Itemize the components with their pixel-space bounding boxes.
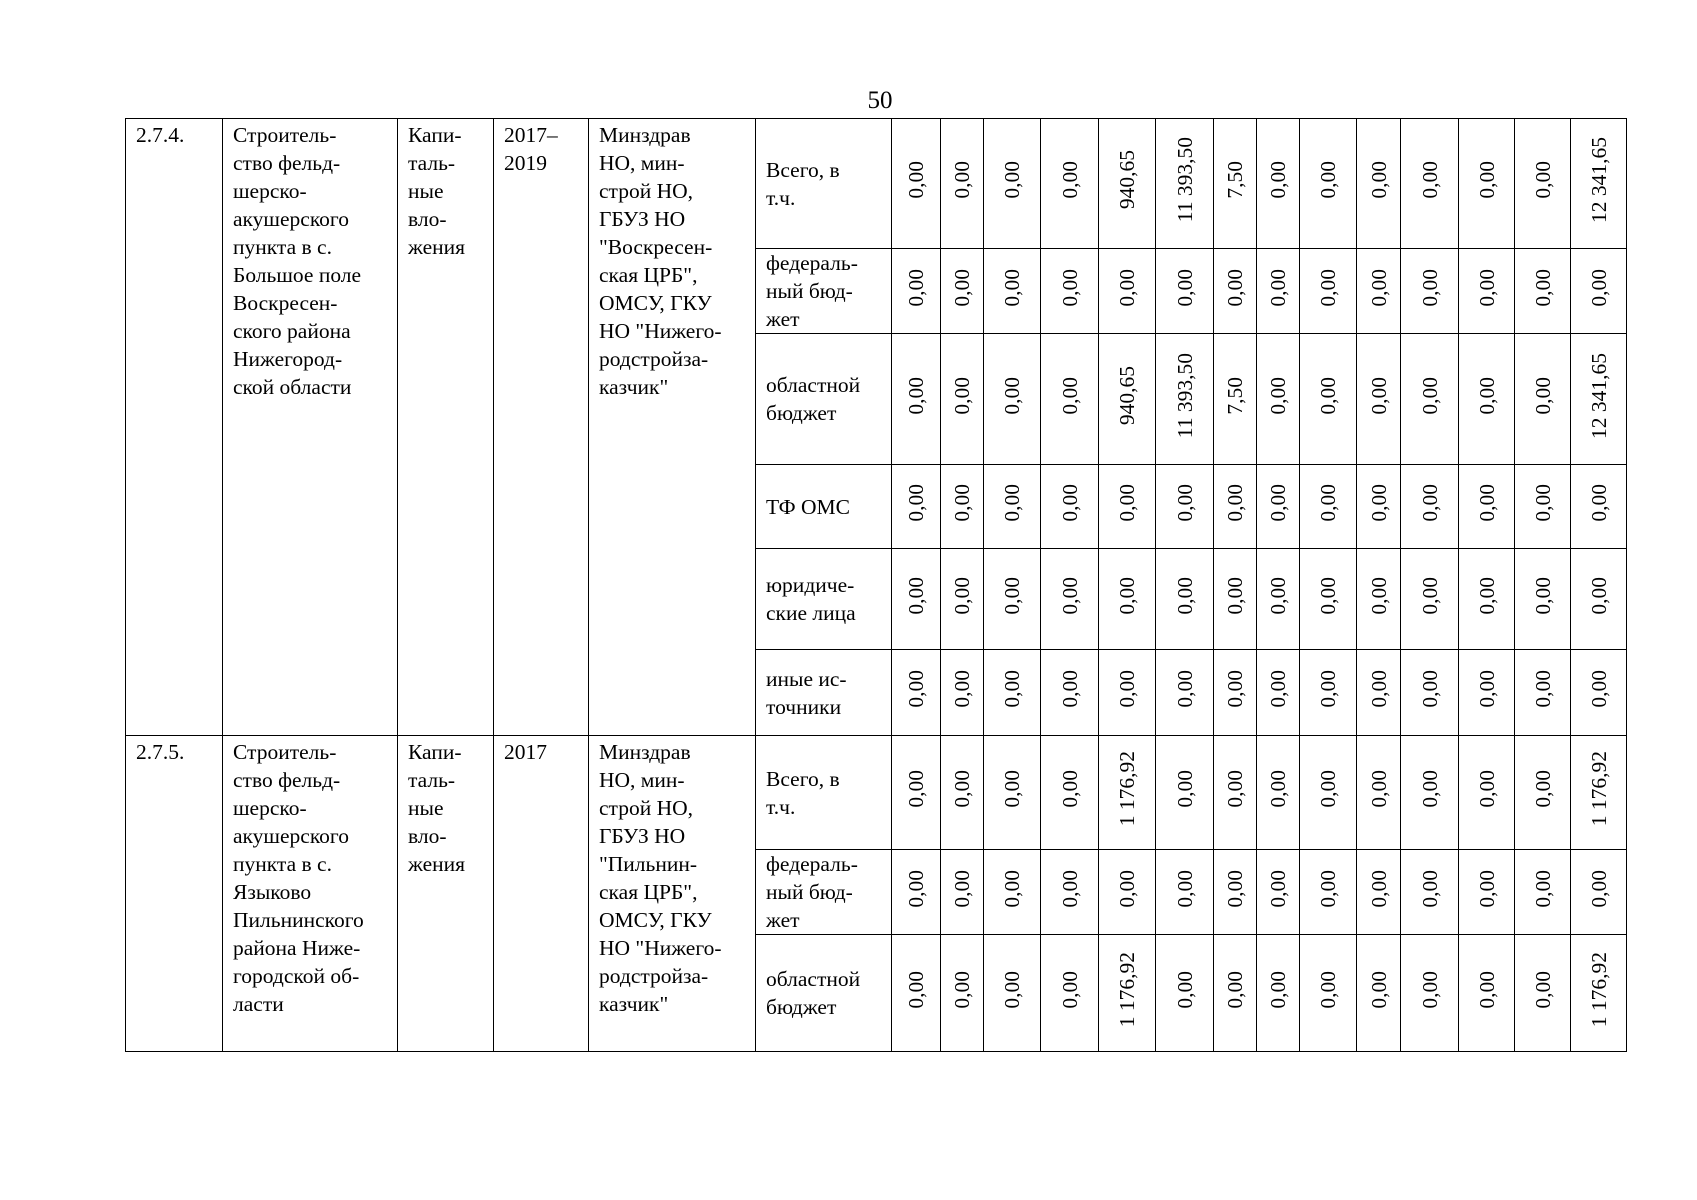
amount-value: 0,00 xyxy=(1474,970,1499,1009)
amount-cell xyxy=(1459,334,1515,465)
amount-cell xyxy=(1515,935,1571,1052)
amount-cell xyxy=(1401,465,1459,549)
amount-cell xyxy=(1156,850,1214,935)
amount-cell xyxy=(1515,334,1571,465)
amount-value: 0,00 xyxy=(1266,268,1290,307)
amount-value: 0,00 xyxy=(1366,970,1391,1009)
amount-cell xyxy=(1257,549,1300,650)
amount-value: 0,00 xyxy=(1530,869,1555,908)
amount-cell xyxy=(1041,249,1099,334)
amount-value: 0,00 xyxy=(904,869,928,908)
amount-cell xyxy=(892,249,941,334)
amount-value: 0,00 xyxy=(1316,869,1340,908)
amount-value: 12 341,65 xyxy=(1586,352,1611,439)
amount-value: 0,00 xyxy=(1417,376,1442,415)
expense-type-cell: Капи- таль- ные вло- жения xyxy=(398,119,494,736)
amount-cell xyxy=(984,465,1041,549)
amount-value: 0,00 xyxy=(1316,484,1340,522)
amount-cell xyxy=(1214,736,1257,850)
amount-value: 0,00 xyxy=(1417,869,1442,908)
amount-cell xyxy=(1257,736,1300,850)
years-cell: 2017 xyxy=(494,736,589,1052)
amount-cell xyxy=(1041,650,1099,736)
amount-value: 0,00 xyxy=(1172,970,1197,1009)
amount-cell xyxy=(1401,650,1459,736)
amount-value: 12 341,65 xyxy=(1586,137,1611,223)
amount-value: 0,00 xyxy=(1266,576,1290,615)
amount-value: 0,00 xyxy=(1000,268,1024,307)
amount-value: 0,00 xyxy=(1530,484,1555,522)
amount-cell xyxy=(1041,549,1099,650)
amount-cell xyxy=(1571,465,1627,549)
amount-value: 0,00 xyxy=(1530,268,1555,307)
funding-source-cell: Всего, в т.ч. xyxy=(756,119,892,249)
amount-cell xyxy=(1515,465,1571,549)
amount-cell xyxy=(984,119,1041,249)
amount-cell xyxy=(1257,249,1300,334)
amount-value: 0,00 xyxy=(950,770,974,808)
amount-value: 0,00 xyxy=(1530,376,1555,415)
amount-cell xyxy=(984,549,1041,650)
amount-cell xyxy=(1459,549,1515,650)
amount-cell xyxy=(1515,119,1571,249)
amount-value: 0,00 xyxy=(1417,576,1442,615)
amount-cell xyxy=(1401,736,1459,850)
amount-cell xyxy=(1401,850,1459,935)
amount-cell xyxy=(1401,249,1459,334)
amount-value: 0,00 xyxy=(950,484,974,522)
funding-source-cell: федераль- ный бюд- жет xyxy=(756,249,892,334)
amount-value: 0,00 xyxy=(1172,268,1197,307)
amount-value: 0,00 xyxy=(1417,161,1442,199)
amount-value: 0,00 xyxy=(1366,484,1391,522)
amount-cell xyxy=(1401,119,1459,249)
funding-source-cell: областной бюджет xyxy=(756,334,892,465)
amount-value: 0,00 xyxy=(950,970,974,1009)
amount-cell xyxy=(1156,736,1214,850)
amount-cell xyxy=(1156,935,1214,1052)
amount-cell xyxy=(1571,119,1627,249)
expense-type-cell: Капи- таль- ные вло- жения xyxy=(398,736,494,1052)
amount-cell xyxy=(1459,465,1515,549)
amount-value: 0,00 xyxy=(1530,161,1555,199)
amount-cell xyxy=(1041,736,1099,850)
amount-cell xyxy=(1156,334,1214,465)
amount-value: 0,00 xyxy=(1000,376,1024,415)
amount-cell xyxy=(1257,650,1300,736)
amount-value: 0,00 xyxy=(1172,770,1197,808)
executors-cell: Минздрав НО, мин- строй НО, ГБУЗ НО "Пильнин- ская ЦРБ", ОМСУ, ГКУ НО "Нижего- родстройза- казчик" xyxy=(589,736,756,1052)
amount-cell xyxy=(1257,935,1300,1052)
amount-value: 0,00 xyxy=(1266,484,1290,522)
table-row xyxy=(126,736,1627,850)
amount-cell xyxy=(984,650,1041,736)
amount-value: 0,00 xyxy=(1172,576,1197,615)
amount-cell xyxy=(1257,465,1300,549)
amount-value: 0,00 xyxy=(1530,576,1555,615)
amount-value: 0,00 xyxy=(1417,484,1442,522)
amount-cell xyxy=(1300,465,1357,549)
amount-value: 0,00 xyxy=(1266,161,1290,199)
amount-cell xyxy=(1571,850,1627,935)
amount-cell xyxy=(1214,334,1257,465)
amount-cell xyxy=(892,465,941,549)
amount-cell xyxy=(1041,465,1099,549)
amount-cell xyxy=(1099,549,1156,650)
amount-cell xyxy=(1459,249,1515,334)
amount-value: 0,00 xyxy=(1057,576,1082,615)
amount-value: 0,00 xyxy=(904,770,928,808)
amount-value: 0,00 xyxy=(1474,161,1499,199)
amount-value: 0,00 xyxy=(1057,161,1082,199)
amount-cell xyxy=(1357,334,1401,465)
amount-value: 0,00 xyxy=(1057,770,1082,808)
budget-table xyxy=(125,118,1627,1052)
amount-cell xyxy=(984,334,1041,465)
amount-cell xyxy=(941,650,984,736)
amount-cell xyxy=(1300,549,1357,650)
amount-cell xyxy=(1401,549,1459,650)
amount-value: 11 393,50 xyxy=(1172,137,1197,223)
amount-cell xyxy=(1571,334,1627,465)
amount-value: 940,65 xyxy=(1115,365,1139,426)
amount-value: 0,00 xyxy=(1366,670,1391,708)
amount-cell xyxy=(892,334,941,465)
amount-value: 0,00 xyxy=(1366,268,1391,307)
amount-value: 11 393,50 xyxy=(1172,352,1197,439)
amount-value: 0,00 xyxy=(1223,576,1247,615)
amount-value: 0,00 xyxy=(1474,576,1499,615)
amount-cell xyxy=(1156,549,1214,650)
years-cell: 2017– 2019 xyxy=(494,119,589,736)
amount-cell xyxy=(1099,119,1156,249)
amount-value: 0,00 xyxy=(1417,670,1442,708)
amount-value: 0,00 xyxy=(1172,484,1197,522)
amount-cell xyxy=(941,736,984,850)
amount-value: 0,00 xyxy=(1000,869,1024,908)
amount-cell xyxy=(1156,465,1214,549)
amount-cell xyxy=(984,249,1041,334)
amount-cell xyxy=(1214,549,1257,650)
amount-cell xyxy=(1571,736,1627,850)
amount-cell xyxy=(1099,465,1156,549)
amount-cell xyxy=(1041,334,1099,465)
amount-cell xyxy=(1257,119,1300,249)
amount-cell xyxy=(1357,850,1401,935)
amount-cell xyxy=(1571,650,1627,736)
amount-cell xyxy=(941,465,984,549)
amount-cell xyxy=(1571,249,1627,334)
amount-cell xyxy=(1214,249,1257,334)
funding-source-cell: иные ис- точники xyxy=(756,650,892,736)
amount-value: 1 176,92 xyxy=(1115,951,1139,1028)
amount-value: 0,00 xyxy=(1586,869,1611,908)
amount-value: 7,50 xyxy=(1223,376,1247,415)
amount-value: 0,00 xyxy=(1586,670,1611,708)
amount-value: 0,00 xyxy=(1266,770,1290,808)
amount-value: 0,00 xyxy=(1366,376,1391,415)
amount-cell xyxy=(892,935,941,1052)
amount-cell xyxy=(1300,119,1357,249)
measure-code-cell: 2.7.5. xyxy=(126,736,223,1052)
amount-cell xyxy=(1214,465,1257,549)
funding-source-cell: ТФ ОМС xyxy=(756,465,892,549)
amount-value: 0,00 xyxy=(1417,770,1442,808)
amount-value: 0,00 xyxy=(1266,670,1290,708)
amount-cell xyxy=(1257,850,1300,935)
amount-cell xyxy=(1214,850,1257,935)
page-number: 50 xyxy=(867,87,893,114)
amount-cell xyxy=(1214,119,1257,249)
amount-value: 1 176,92 xyxy=(1586,951,1611,1028)
amount-cell xyxy=(941,334,984,465)
amount-value: 0,00 xyxy=(1057,268,1082,307)
funding-source-cell: федераль- ный бюд- жет xyxy=(756,850,892,935)
funding-source-cell: областной бюджет xyxy=(756,935,892,1052)
amount-cell xyxy=(1156,650,1214,736)
amount-value: 0,00 xyxy=(1474,484,1499,522)
measure-code-cell: 2.7.4. xyxy=(126,119,223,736)
amount-cell xyxy=(941,549,984,650)
amount-cell xyxy=(1099,935,1156,1052)
amount-value: 0,00 xyxy=(950,376,974,415)
amount-cell xyxy=(1459,736,1515,850)
amount-cell xyxy=(892,549,941,650)
amount-cell xyxy=(1041,935,1099,1052)
amount-value: 0,00 xyxy=(1172,670,1197,708)
amount-cell xyxy=(984,736,1041,850)
executors-cell: Минздрав НО, мин- строй НО, ГБУЗ НО "Воскресен- ская ЦРБ", ОМСУ, ГКУ НО "Нижего- родстройза- казчик" xyxy=(589,119,756,736)
amount-value: 0,00 xyxy=(1417,268,1442,307)
amount-cell xyxy=(1459,935,1515,1052)
amount-value: 0,00 xyxy=(1316,376,1340,415)
amount-cell xyxy=(1515,650,1571,736)
amount-value: 0,00 xyxy=(1586,484,1611,522)
amount-value: 0,00 xyxy=(1223,268,1247,307)
amount-value: 0,00 xyxy=(904,268,928,307)
amount-value: 0,00 xyxy=(1530,770,1555,808)
amount-value: 0,00 xyxy=(1266,869,1290,908)
amount-value: 0,00 xyxy=(1057,376,1082,415)
amount-value: 0,00 xyxy=(1530,970,1555,1009)
amount-value: 0,00 xyxy=(904,576,928,615)
amount-value: 0,00 xyxy=(1115,268,1139,307)
amount-value: 0,00 xyxy=(1223,484,1247,522)
amount-cell xyxy=(1357,249,1401,334)
measure-name-cell: Строитель- ство фельд- шерско- акушерского пункта в с. Большое поле Воскресен- ского района Нижегород- ской области xyxy=(223,119,398,736)
amount-cell xyxy=(1401,334,1459,465)
amount-value: 7,50 xyxy=(1223,161,1247,199)
amount-cell xyxy=(892,119,941,249)
amount-cell xyxy=(1300,334,1357,465)
amount-value: 0,00 xyxy=(1474,770,1499,808)
amount-cell xyxy=(941,249,984,334)
amount-value: 0,00 xyxy=(950,869,974,908)
amount-value: 0,00 xyxy=(1000,670,1024,708)
amount-cell xyxy=(984,935,1041,1052)
amount-cell xyxy=(1214,935,1257,1052)
amount-value: 0,00 xyxy=(1057,970,1082,1009)
amount-cell xyxy=(1300,736,1357,850)
amount-cell xyxy=(1571,549,1627,650)
amount-value: 0,00 xyxy=(1366,576,1391,615)
amount-cell xyxy=(1041,850,1099,935)
amount-value: 0,00 xyxy=(1316,770,1340,808)
amount-cell xyxy=(1300,935,1357,1052)
amount-value: 0,00 xyxy=(1223,970,1247,1009)
amount-value: 0,00 xyxy=(1474,268,1499,307)
amount-cell xyxy=(1041,119,1099,249)
amount-cell xyxy=(1515,736,1571,850)
amount-value: 0,00 xyxy=(904,970,928,1009)
amount-cell xyxy=(1515,850,1571,935)
amount-cell xyxy=(1300,850,1357,935)
amount-cell xyxy=(1571,935,1627,1052)
amount-value: 940,65 xyxy=(1115,150,1139,210)
amount-value: 0,00 xyxy=(1223,670,1247,708)
amount-value: 0,00 xyxy=(1316,576,1340,615)
amount-cell xyxy=(1300,650,1357,736)
amount-value: 0,00 xyxy=(1000,770,1024,808)
amount-value: 0,00 xyxy=(1000,484,1024,522)
measure-name-cell: Строитель- ство фельд- шерско- акушерского пункта в с. Языково Пильнинского района Ниже- городской об- ласти xyxy=(223,736,398,1052)
amount-cell xyxy=(1515,549,1571,650)
amount-cell xyxy=(1099,850,1156,935)
amount-value: 0,00 xyxy=(1586,576,1611,615)
amount-value: 0,00 xyxy=(1316,970,1340,1009)
amount-value: 0,00 xyxy=(1316,670,1340,708)
amount-value: 0,00 xyxy=(1115,484,1139,522)
amount-value: 0,00 xyxy=(904,161,928,199)
amount-cell xyxy=(1515,249,1571,334)
amount-cell xyxy=(1401,935,1459,1052)
amount-value: 0,00 xyxy=(1057,484,1082,522)
amount-cell xyxy=(1214,650,1257,736)
amount-value: 0,00 xyxy=(1586,268,1611,307)
amount-value: 0,00 xyxy=(1172,869,1197,908)
amount-cell xyxy=(1357,736,1401,850)
amount-cell xyxy=(1099,334,1156,465)
amount-value: 0,00 xyxy=(950,576,974,615)
amount-value: 0,00 xyxy=(1266,376,1290,415)
amount-value: 1 176,92 xyxy=(1586,751,1611,827)
amount-value: 0,00 xyxy=(950,161,974,199)
amount-value: 0,00 xyxy=(1530,670,1555,708)
amount-cell xyxy=(984,850,1041,935)
amount-cell xyxy=(1357,465,1401,549)
amount-cell xyxy=(1099,650,1156,736)
table-row xyxy=(126,119,1627,249)
amount-cell xyxy=(941,850,984,935)
amount-value: 0,00 xyxy=(1223,770,1247,808)
amount-value: 0,00 xyxy=(950,670,974,708)
amount-cell xyxy=(941,935,984,1052)
amount-value: 0,00 xyxy=(1115,670,1139,708)
amount-value: 0,00 xyxy=(1115,576,1139,615)
amount-cell xyxy=(892,650,941,736)
amount-value: 0,00 xyxy=(904,484,928,522)
amount-cell xyxy=(892,736,941,850)
amount-value: 0,00 xyxy=(904,376,928,415)
amount-cell xyxy=(941,119,984,249)
amount-value: 0,00 xyxy=(1057,869,1082,908)
amount-cell xyxy=(1357,119,1401,249)
amount-value: 0,00 xyxy=(1000,576,1024,615)
amount-value: 0,00 xyxy=(1474,670,1499,708)
amount-value: 0,00 xyxy=(1057,670,1082,708)
amount-cell xyxy=(1156,249,1214,334)
funding-source-cell: юридиче- ские лица xyxy=(756,549,892,650)
amount-value: 0,00 xyxy=(1366,161,1391,199)
amount-value: 0,00 xyxy=(1223,869,1247,908)
amount-cell xyxy=(1099,249,1156,334)
funding-source-cell: Всего, в т.ч. xyxy=(756,736,892,850)
amount-value: 0,00 xyxy=(1316,268,1340,307)
amount-value: 0,00 xyxy=(950,268,974,307)
amount-cell xyxy=(1357,650,1401,736)
amount-cell xyxy=(1357,935,1401,1052)
amount-value: 0,00 xyxy=(904,670,928,708)
amount-cell xyxy=(1459,850,1515,935)
amount-cell xyxy=(1099,736,1156,850)
amount-value: 0,00 xyxy=(1316,161,1340,199)
amount-value: 0,00 xyxy=(1000,161,1024,199)
amount-value: 0,00 xyxy=(1000,970,1024,1009)
amount-value: 0,00 xyxy=(1417,970,1442,1009)
amount-cell xyxy=(892,850,941,935)
amount-value: 0,00 xyxy=(1366,770,1391,808)
amount-value: 0,00 xyxy=(1366,869,1391,908)
amount-value: 0,00 xyxy=(1115,869,1139,908)
amount-value: 1 176,92 xyxy=(1115,751,1139,827)
amount-cell xyxy=(1257,334,1300,465)
amount-cell xyxy=(1459,119,1515,249)
amount-cell xyxy=(1357,549,1401,650)
amount-cell xyxy=(1300,249,1357,334)
amount-cell xyxy=(1459,650,1515,736)
amount-value: 0,00 xyxy=(1474,869,1499,908)
amount-value: 0,00 xyxy=(1474,376,1499,415)
amount-value: 0,00 xyxy=(1266,970,1290,1009)
amount-cell xyxy=(1156,119,1214,249)
